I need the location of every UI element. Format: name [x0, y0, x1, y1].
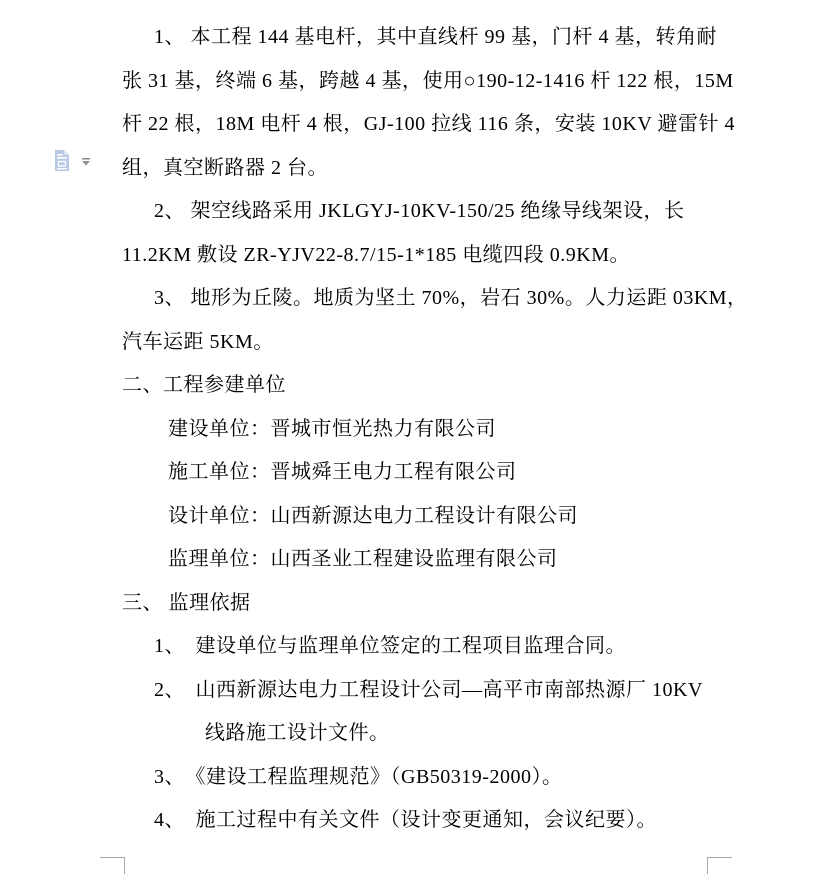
text-line: 线路施工设计文件。 [205, 722, 390, 744]
text-line: 监理单位：山西圣业工程建设监理有限公司 [168, 548, 558, 570]
chevron-down-icon [81, 158, 91, 166]
text-line: 张 31 基，终端 6 基，跨越 4 基，使用○190-12-1416 杆 122 根，15M [122, 69, 734, 92]
text-line: 汽车运距 5KM。 [122, 330, 274, 353]
text-line: 施工单位：晋城舜王电力工程有限公司 [168, 461, 517, 483]
text-line: 建设单位：晋城市恒光热力有限公司 [168, 417, 496, 440]
crop-mark-bottom-right [707, 857, 732, 874]
text-line: 组，真空断路器 2 台。 [122, 156, 328, 179]
text-line: 二、工程参建单位 [122, 374, 286, 396]
text-line: 三、 监理依据 [122, 591, 251, 614]
text-line: 11.2KM 敷设 ZR-YJV22-8.7/15-1*185 电缆四段 0.9KM。 [122, 243, 630, 266]
text-line: 2、 架空线路采用 JKLGYJ-10KV-150/25 绝缘导线架设，长 [154, 200, 685, 222]
crop-mark-bottom-left [100, 857, 125, 874]
text-line: 3、 地形为丘陵。地质为坚土 70%，岩石 30%。人力运距 03KM， [154, 287, 748, 309]
text-lines [122, 16, 762, 843]
text-line: 杆 22 根，18M 电杆 4 根，GJ-100 拉线 116 条，安装 10KV 避雷针 4 [122, 113, 735, 135]
text-line: 3、 《建设工程监理规范》（GB50319-2000）。 [154, 765, 563, 788]
text-line: 2、 山西新源达电力工程设计公司—高平市南部热源厂 10KV [154, 678, 703, 701]
text-line: 1、 本工程 144 基电杆，其中直线杆 99 基，门杆 4 基，转角耐 [154, 26, 717, 48]
document-icon [55, 150, 69, 171]
text-line: 4、 施工过程中有关文件（设计变更通知，会议纪要）。 [154, 809, 657, 831]
paste-options-button[interactable] [55, 150, 91, 171]
text-line: 1、 建设单位与监理单位签定的工程项目监理合同。 [154, 635, 626, 657]
text-line: 设计单位：山西新源达电力工程设计有限公司 [168, 504, 578, 527]
